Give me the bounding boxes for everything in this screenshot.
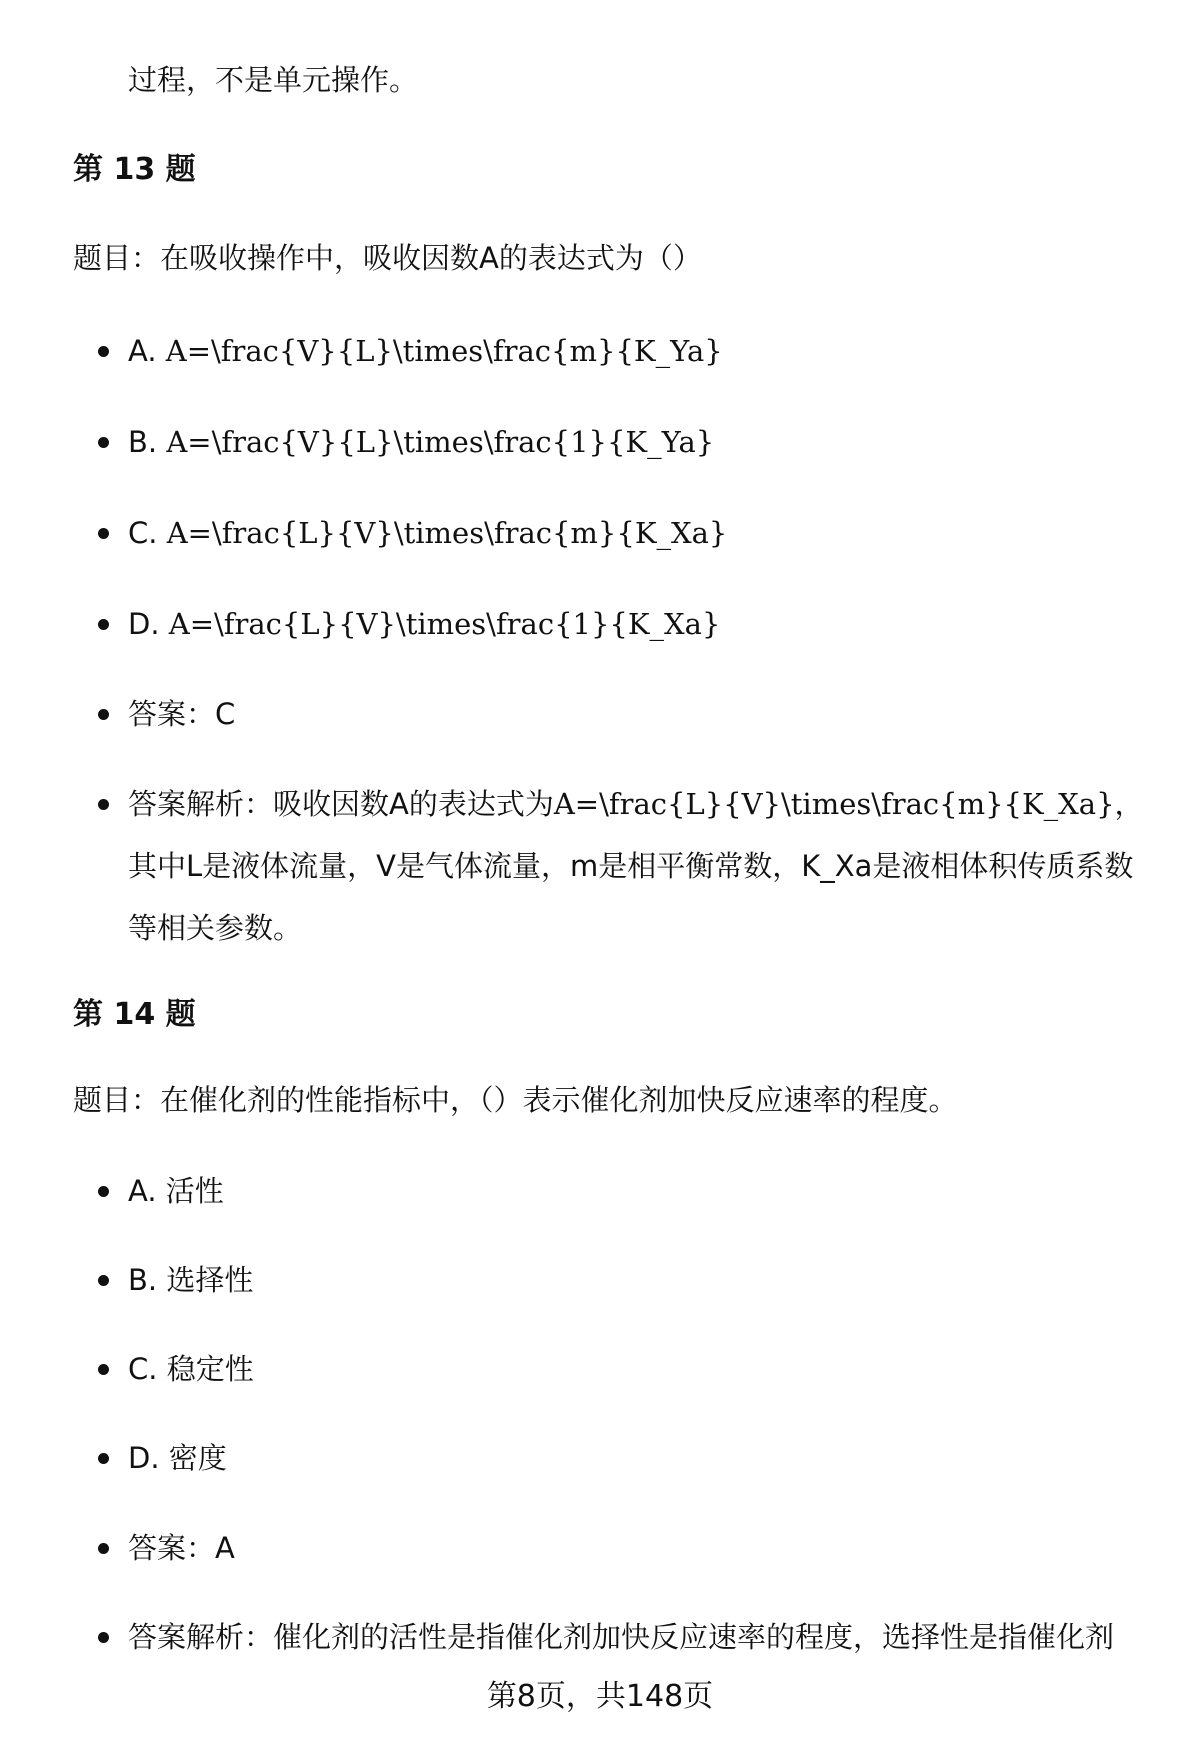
bullet-icon — [98, 528, 109, 539]
q14-answer — [128, 1517, 1158, 1579]
answer-label: 答案： — [128, 1531, 216, 1565]
analysis-text: 催化剂的活性是指催化剂加快反应速率的程度，选择性是指催化剂 — [273, 1620, 1115, 1654]
q14-option-a — [128, 1160, 1158, 1222]
option-formula: A=\frac{V}{L}\times\frac{m}{K_Ya} — [165, 334, 723, 368]
question-14-stem: 题目：在催化剂的性能指标中，（）表示催化剂加快反应速率的程度。 — [73, 1083, 958, 1117]
answer-label: 答案： — [128, 697, 216, 731]
bullet-icon — [98, 346, 109, 357]
answer-value: C — [215, 697, 236, 731]
analysis-text-part1: 吸收因数A的表达式为 — [273, 787, 554, 821]
option-text: 稳定性 — [166, 1352, 254, 1386]
bullet-icon — [98, 709, 109, 720]
bullet-icon — [98, 1275, 109, 1286]
option-label: C. — [128, 1352, 158, 1386]
answer-value: A — [215, 1531, 235, 1565]
option-label: B. — [128, 1263, 158, 1297]
option-formula: A=\frac{L}{V}\times\frac{1}{K_Xa} — [168, 607, 721, 641]
q14-option-c — [128, 1338, 1158, 1400]
analysis-formula: A=\frac{L}{V}\times\frac{m}{K_Xa} — [553, 787, 1115, 821]
analysis-text-part2: ，其中L是液体流量，V是气体流量，m是相平衡常数，K_Xa是液相体积传质系数等相关参数。 — [128, 787, 1144, 945]
option-label: D. — [128, 1441, 160, 1475]
page-footer: 第8页，共148页 — [486, 1679, 714, 1714]
q14-option-b — [128, 1249, 1158, 1311]
continuation-text: 过程，不是单元操作。 — [128, 63, 419, 97]
option-text: 选择性 — [166, 1263, 254, 1297]
option-label: A. — [128, 1174, 157, 1208]
q14-option-d — [128, 1427, 1158, 1489]
option-label: A. — [128, 334, 157, 368]
question-14-heading: 第 14 题 — [73, 997, 196, 1032]
bullet-icon — [98, 1543, 109, 1554]
question-13-stem: 题目：在吸收操作中，吸收因数A的表达式为（） — [73, 241, 702, 275]
q13-answer — [128, 683, 1158, 745]
bullet-icon — [98, 1186, 109, 1197]
analysis-label: 答案解析： — [128, 787, 274, 821]
q13-option-c — [128, 502, 1158, 564]
bullet-icon — [98, 1453, 109, 1464]
option-text: 活性 — [165, 1174, 224, 1208]
q14-analysis — [128, 1606, 1158, 1668]
q13-analysis — [128, 773, 1158, 959]
option-label: D. — [128, 607, 160, 641]
option-label: C. — [128, 516, 158, 550]
question-13-heading: 第 13 题 — [73, 152, 196, 187]
option-text: 密度 — [168, 1441, 227, 1475]
bullet-icon — [98, 1632, 109, 1643]
bullet-icon — [98, 1364, 109, 1375]
q13-option-a — [128, 320, 1158, 382]
q13-option-d — [128, 593, 1158, 655]
bullet-icon — [98, 437, 109, 448]
bullet-icon — [98, 619, 109, 630]
q13-option-b — [128, 411, 1158, 473]
option-label: B. — [128, 425, 158, 459]
analysis-label: 答案解析： — [128, 1620, 274, 1654]
option-formula: A=\frac{L}{V}\times\frac{m}{K_Xa} — [166, 516, 728, 550]
option-formula: A=\frac{V}{L}\times\frac{1}{K_Ya} — [166, 425, 715, 459]
bullet-icon — [98, 799, 109, 810]
